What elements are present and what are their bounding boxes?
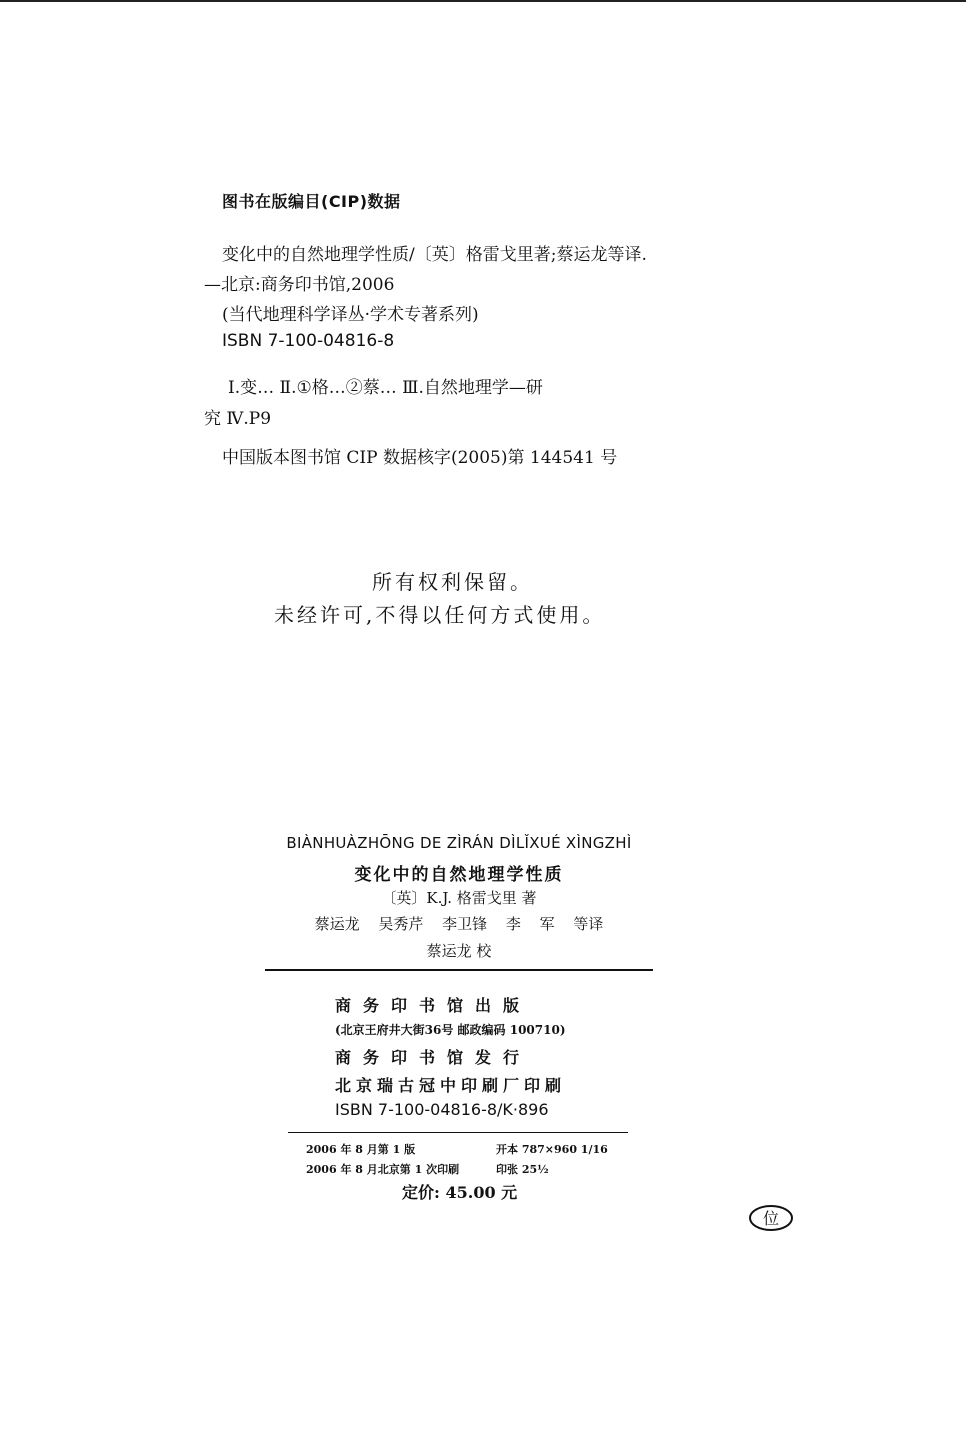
printing-info: 2006 年 8 月北京第 1 次印刷	[306, 1163, 460, 1176]
inspection-stamp-icon	[748, 1203, 794, 1233]
price: 定价: 45.00 元	[402, 1183, 518, 1202]
cip-publisher-line: —北京:商务印书馆,2006	[204, 275, 395, 295]
colophon-divider-thick	[265, 969, 653, 971]
book-title: 变化中的自然地理学性质	[354, 865, 564, 885]
format-info: 开本 787×960 1/16	[496, 1143, 608, 1156]
printer-line: 北京瑞古冠中印刷厂印刷	[335, 1076, 567, 1095]
cip-record-number: 中国版本图书馆 CIP 数据核字(2005)第 144541 号	[222, 448, 618, 468]
publisher-line: 商务印书馆出版	[335, 996, 532, 1015]
book-author: 〔英〕K.J. 格雷戈里 著	[381, 889, 537, 907]
cip-classification-line: Ⅰ.变… Ⅱ.①格…②蔡… Ⅲ.自然地理学—研	[228, 378, 543, 398]
sheets-info: 印张 25½	[496, 1163, 549, 1176]
colophon-isbn: ISBN 7-100-04816-8/K·896	[335, 1100, 549, 1119]
cip-title-line: 变化中的自然地理学性质/〔英〕格雷戈里著;蔡运龙等译.	[222, 245, 647, 265]
stamp-char: 位	[762, 1209, 780, 1228]
pinyin-title: BIÀNHUÀZHŌNG DE ZÌRÁN DÌLǏXUÉ XÌNGZHÌ	[286, 834, 632, 852]
publisher-address: (北京王府井大街36号 邮政编码 100710)	[335, 1023, 566, 1037]
rights-usage-line: 未经许可,不得以任何方式使用。	[274, 603, 606, 627]
rights-reserved-line: 所有权利保留。	[372, 570, 533, 594]
top-edge-rule	[0, 0, 966, 2]
book-translators: 蔡运龙 吴秀芹 李卫锋 李 军 等译	[314, 915, 604, 933]
distributor-line: 商务印书馆发行	[335, 1048, 532, 1067]
cip-classification-line-cont: 究 Ⅳ.P9	[204, 409, 272, 429]
edition-info: 2006 年 8 月第 1 版	[306, 1143, 416, 1156]
cip-isbn-line: ISBN 7-100-04816-8	[222, 331, 395, 351]
cip-series-line: (当代地理科学译丛·学术专著系列)	[222, 305, 479, 325]
cip-heading: 图书在版编目(CIP)数据	[222, 192, 401, 211]
colophon-divider-thin	[288, 1132, 628, 1133]
book-proofreader: 蔡运龙 校	[426, 942, 492, 960]
